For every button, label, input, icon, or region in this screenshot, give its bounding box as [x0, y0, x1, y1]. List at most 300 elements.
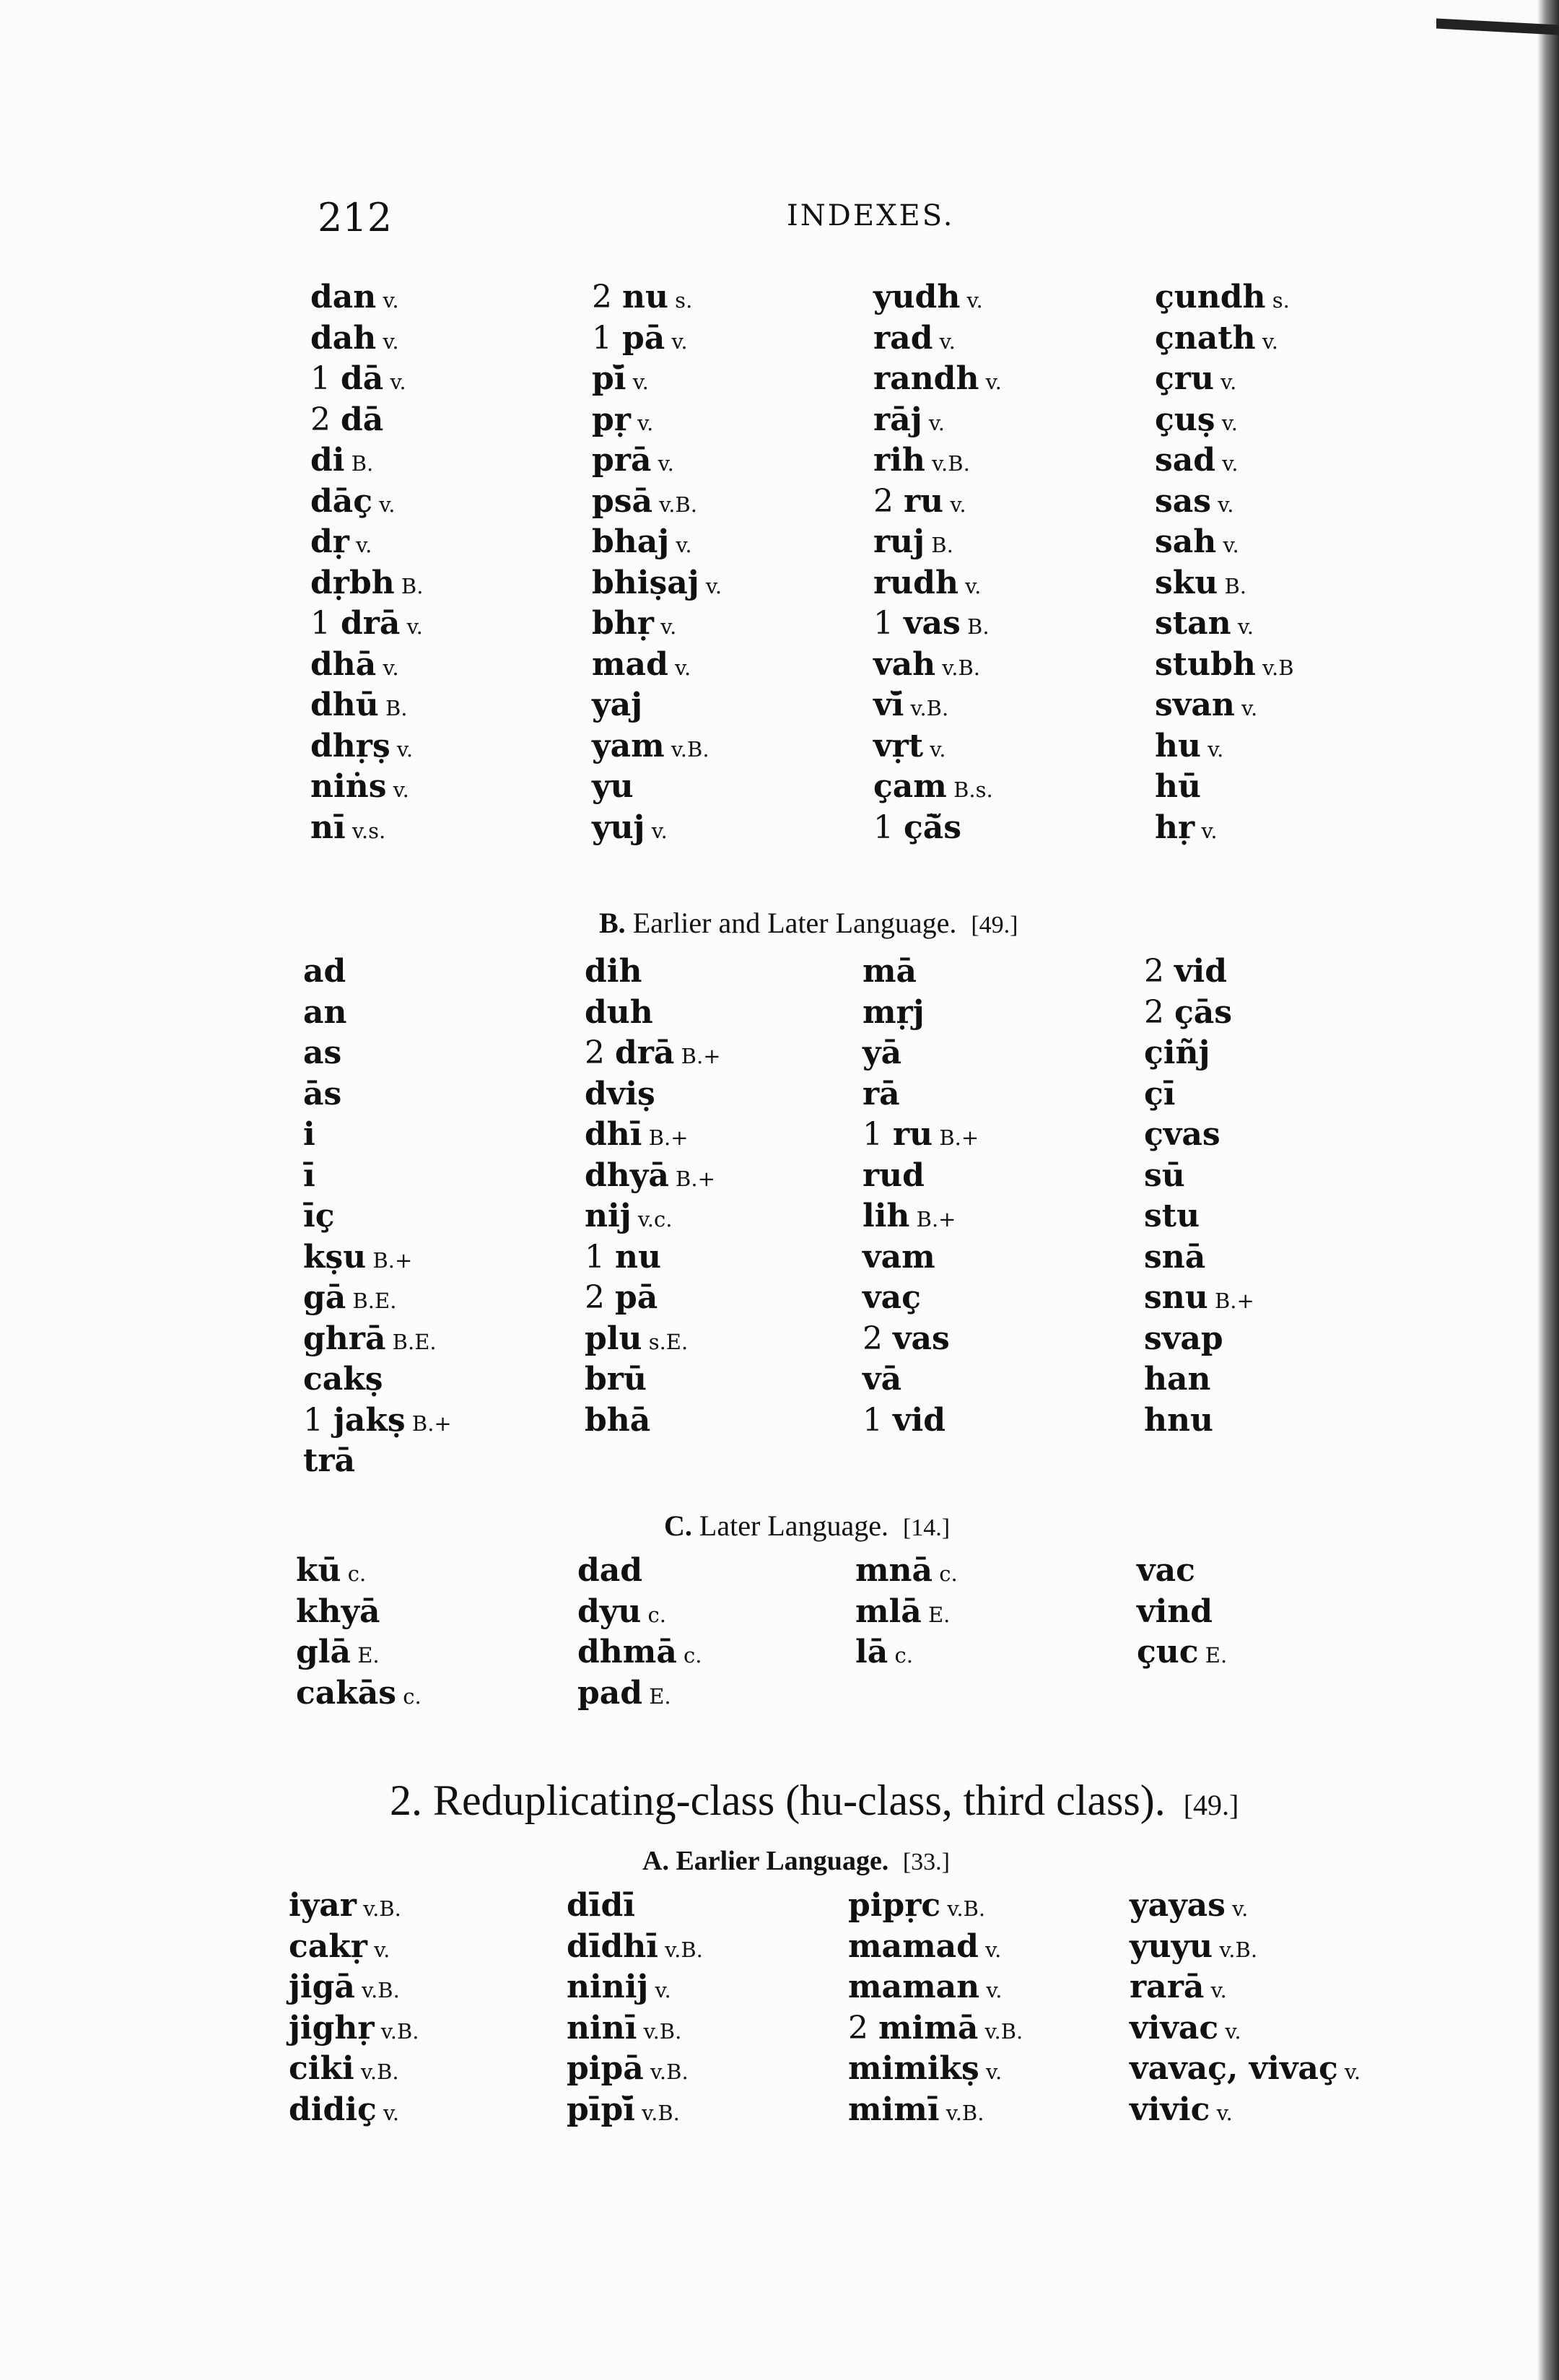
section-2-count: [49.] [1183, 1789, 1239, 1821]
index-entry [310, 726, 423, 767]
entry-root: gā [303, 1279, 346, 1316]
entry-number: 1 [310, 605, 341, 642]
entry-number: 2 [592, 279, 622, 315]
index-entry [1155, 440, 1294, 481]
entry-source-tag: v.B. [643, 2059, 689, 2084]
entry-root: mṛj [863, 993, 925, 1031]
index-entry [303, 1359, 452, 1400]
entry-root: ruj [873, 523, 925, 560]
section-c-heading [664, 1509, 950, 1543]
index-entry [310, 563, 423, 604]
section-c-label: Later Language. [699, 1509, 888, 1542]
index-entry [592, 603, 722, 645]
index-entry [1144, 1237, 1254, 1278]
entry-root: vivic [1130, 2091, 1210, 2128]
index-entry [303, 1278, 452, 1319]
entry-source-tag: v. [668, 655, 691, 680]
entry-source-tag: v. [922, 410, 946, 435]
index-entry [310, 318, 423, 359]
entry-root: mad [592, 645, 668, 683]
index-entry [1144, 1400, 1254, 1442]
entry-source-tag: v. [349, 533, 372, 557]
index-entry [873, 440, 1002, 481]
entry-root: dih [585, 953, 642, 990]
index-entry [303, 1441, 452, 1482]
entry-source-tag: v. [979, 2059, 1003, 2084]
entry-source-tag: v. [376, 655, 399, 680]
entry-root: mimī [848, 2091, 940, 2128]
index-entry [303, 1196, 452, 1237]
index-entry [585, 1115, 721, 1156]
entry-root: mamad [848, 1927, 979, 1965]
entry-root: bhṛ [592, 605, 654, 642]
index-entry [863, 1196, 979, 1237]
entry-source-tag: v. [669, 533, 692, 557]
entry-root: as [303, 1034, 342, 1071]
entry-root: pī̆ [592, 360, 626, 397]
entry-root: çī [1144, 1075, 1176, 1112]
entry-root: sas [1155, 482, 1212, 520]
index-entry [592, 645, 722, 686]
entry-root: mā [863, 953, 917, 990]
entry-number: 1 [863, 1116, 893, 1153]
entry-root: pīpī̆ [567, 2091, 635, 2128]
index-entry [1144, 1156, 1254, 1197]
entry-root: dyu [577, 1592, 642, 1630]
entry-source-tag: B.E. [346, 1289, 397, 1313]
index-entry [585, 1033, 721, 1074]
entry-root: cakṣ [303, 1361, 383, 1398]
entry-root: pṛ [592, 401, 631, 438]
index-entry [873, 767, 1002, 808]
entry-source-tag: v. [1231, 614, 1254, 639]
entry-root: çuṣ [1155, 401, 1215, 438]
entry-source-tag: E. [921, 1602, 951, 1627]
entry-source-tag: B. [394, 573, 424, 598]
index-entry [873, 808, 1002, 849]
entry-root: ghrā [303, 1320, 386, 1357]
entry-source-tag: B. [925, 533, 953, 557]
entry-root: vas [903, 605, 961, 642]
index-entry [1144, 1033, 1254, 1074]
running-title: INDEXES. [787, 199, 955, 232]
entry-number: 1 [863, 1401, 893, 1439]
index-entry [1155, 645, 1294, 686]
page-number: 212 [318, 195, 393, 240]
index-entry [289, 2008, 419, 2049]
entry-root: yā [863, 1034, 902, 1071]
entry-source-tag: v. [933, 328, 956, 354]
entry-root: çvas [1144, 1116, 1220, 1153]
index-entry [1130, 1886, 1361, 1927]
index-column [1137, 1551, 1227, 1673]
entry-root: ru [892, 1116, 933, 1153]
index-entry [1137, 1592, 1227, 1633]
entry-root: yu [592, 768, 634, 805]
entry-root: çam [873, 768, 947, 805]
index-entry [873, 603, 1002, 645]
entry-source-tag: v.B. [637, 2018, 682, 2044]
entry-source-tag: v. [653, 614, 677, 639]
entry-root: han [1144, 1361, 1211, 1398]
entry-root: kṣu [303, 1238, 367, 1276]
entry-source-tag: c. [396, 1683, 422, 1709]
index-entry [296, 1673, 422, 1714]
section-2-number: 2. [390, 1777, 422, 1824]
entry-root: çā̆s [903, 808, 962, 846]
index-entry [855, 1632, 958, 1673]
index-entry [289, 1886, 419, 1927]
entry-source-tag: B. [1218, 573, 1246, 598]
entry-root: çru [1155, 360, 1214, 397]
entry-root: dṛ [310, 523, 349, 560]
entry-root: sū [1144, 1156, 1185, 1194]
index-column [567, 1886, 703, 2130]
index-column [1130, 1886, 1361, 2130]
entry-number: 2 [848, 2009, 878, 2046]
entry-root: rudh [873, 564, 958, 601]
index-entry [873, 522, 1002, 563]
index-entry [289, 2090, 419, 2131]
entry-source-tag: c. [641, 1602, 667, 1627]
index-entry [303, 1319, 452, 1360]
entry-root: psā [592, 482, 653, 520]
index-entry [310, 603, 423, 645]
entry-root: çuc [1137, 1634, 1199, 1670]
index-entry [296, 1551, 422, 1592]
index-column [1155, 277, 1294, 848]
index-entry [585, 1359, 721, 1400]
entry-root: vac [1137, 1552, 1195, 1589]
entry-root: plu [585, 1320, 642, 1357]
index-entry [855, 1592, 958, 1633]
entry-root: dhṛṣ [310, 727, 390, 764]
entry-root: hu [1155, 727, 1201, 764]
index-entry [592, 400, 722, 441]
index-entry [585, 1237, 721, 1278]
index-entry [1144, 1278, 1254, 1319]
entry-number: 2 [1144, 953, 1174, 990]
entry-source-tag: B.+ [909, 1207, 956, 1232]
index-entry [863, 1156, 979, 1197]
entry-number: 2 [863, 1320, 893, 1357]
index-column [1144, 951, 1254, 1441]
entry-root: nij [585, 1198, 632, 1234]
index-entry [873, 400, 1002, 441]
entry-root: vṛt [873, 727, 924, 764]
entry-root: rarā [1130, 1969, 1205, 2005]
section-b-letter: B. [599, 907, 626, 939]
index-entry [310, 277, 423, 318]
entry-source-tag: E. [642, 1683, 671, 1709]
entry-source-tag: v.B. [978, 2018, 1023, 2044]
entry-source-tag: B.E. [385, 1329, 437, 1354]
entry-root: rad [873, 319, 933, 357]
entry-root: dā [340, 360, 384, 397]
entry-source-tag: s. [1265, 288, 1290, 313]
entry-root: snā [1144, 1238, 1206, 1276]
index-entry [848, 2008, 1023, 2049]
scan-binding-edge [1537, 0, 1559, 2380]
index-entry [1155, 277, 1294, 318]
entry-root: khyā [296, 1592, 380, 1630]
entry-source-tag: v. [367, 1937, 390, 1962]
index-column [863, 951, 979, 1441]
entry-source-tag: E. [1198, 1643, 1228, 1668]
entry-root: nu [614, 1238, 661, 1276]
entry-source-tag: B.+ [933, 1125, 979, 1150]
index-entry [873, 481, 1002, 523]
entry-root: jigā [289, 1969, 355, 2005]
index-entry [848, 1967, 1023, 2008]
index-entry [873, 685, 1002, 726]
index-entry [303, 993, 452, 1034]
entry-root: vah [873, 645, 936, 683]
entry-root: kū [296, 1552, 341, 1589]
index-entry [577, 1551, 702, 1592]
entry-source-tag: B.+ [1208, 1289, 1254, 1313]
entry-root: iyar [289, 1887, 357, 1924]
entry-root: stan [1155, 605, 1231, 642]
entry-source-tag: v.B. [354, 2059, 399, 2084]
entry-source-tag: v.B. [658, 1937, 703, 1962]
index-entry [303, 1156, 452, 1197]
entry-source-tag: v.B. [354, 1978, 400, 2002]
entry-source-tag: v. [1210, 2100, 1233, 2125]
entry-root: dṛbh [310, 564, 395, 601]
index-entry [592, 767, 722, 808]
entry-root: svap [1144, 1320, 1223, 1357]
index-entry [310, 481, 423, 523]
entry-root: jakṣ [333, 1401, 406, 1439]
entry-source-tag: v. [1216, 533, 1239, 557]
entry-source-tag: v. [979, 1978, 1003, 2002]
entry-root: ninī [567, 2009, 637, 2046]
entry-source-tag: v.B. [652, 492, 697, 517]
entry-source-tag: v. [630, 410, 654, 435]
entry-root: didiç [289, 2091, 377, 2128]
index-entry [1144, 993, 1254, 1034]
entry-root: vas [892, 1320, 950, 1357]
entry-source-tag: v. [1337, 2059, 1361, 2084]
index-entry [863, 1033, 979, 1074]
index-entry [863, 1319, 979, 1360]
entry-root: ninij [567, 1969, 649, 2005]
index-entry [1144, 1196, 1254, 1237]
entry-root: i [303, 1116, 315, 1153]
index-entry [873, 277, 1002, 318]
entry-root: dviṣ [585, 1075, 655, 1112]
entry-source-tag: c. [341, 1561, 367, 1586]
entry-source-tag: c. [933, 1561, 958, 1586]
entry-root: vavaç, vivaç [1130, 2050, 1338, 2087]
index-entry [585, 1400, 721, 1442]
entry-root: mimā [878, 2009, 979, 2046]
index-entry [848, 2049, 1023, 2090]
entry-root: ī [303, 1156, 315, 1194]
entry-root: mnā [855, 1552, 933, 1589]
entry-root: vam [863, 1238, 935, 1276]
index-entry [1144, 1319, 1254, 1360]
index-entry [585, 1319, 721, 1360]
entry-root: stubh [1155, 645, 1256, 683]
index-entry [289, 1967, 419, 2008]
entry-root: snu [1144, 1279, 1208, 1316]
section-2-title: Reduplicating-class (hu-class, third class). [433, 1777, 1166, 1824]
entry-root: drā [340, 605, 401, 642]
entry-source-tag: v.B. [935, 655, 980, 680]
index-entry [1130, 2008, 1361, 2049]
index-entry [585, 951, 721, 993]
entry-root: vā [863, 1361, 902, 1398]
entry-root: ru [903, 482, 944, 520]
entry-source-tag: v.B. [925, 451, 970, 476]
entry-root: svan [1155, 686, 1235, 723]
entry-source-tag: v. [648, 1978, 671, 2002]
entry-number: 2 [585, 1034, 615, 1071]
index-entry [1137, 1632, 1227, 1673]
section-b-label: Earlier and Later Language. [632, 907, 957, 939]
entry-root: niṅs [310, 768, 387, 805]
index-entry [567, 2090, 703, 2131]
index-entry [1155, 400, 1294, 441]
index-entry [863, 951, 979, 993]
entry-number: 2 [585, 1279, 615, 1316]
entry-source-tag: v.B. [940, 1896, 986, 1921]
entry-root: sah [1155, 523, 1217, 560]
index-entry [592, 440, 722, 481]
index-entry [1155, 481, 1294, 523]
index-entry [310, 440, 423, 481]
index-entry [585, 1196, 721, 1237]
entry-root: mlā [855, 1592, 922, 1630]
entry-root: vid [1174, 953, 1228, 990]
entry-source-tag: v. [651, 451, 674, 476]
entry-number: 2 [1144, 993, 1174, 1031]
entry-root: ās [303, 1075, 342, 1112]
entry-source-tag: v. [943, 492, 966, 517]
entry-source-tag: v. [626, 370, 649, 394]
entry-root: vid [892, 1401, 946, 1439]
index-entry [855, 1551, 958, 1592]
section-2a-heading [642, 1845, 950, 1877]
entry-root: stu [1144, 1198, 1200, 1234]
entry-root: dīdhī [567, 1927, 658, 1965]
entry-source-tag: v. [1255, 328, 1278, 354]
index-column [577, 1551, 702, 1714]
index-entry [1137, 1551, 1227, 1592]
index-column [855, 1551, 958, 1673]
entry-root: çās [1174, 993, 1233, 1031]
index-entry [577, 1592, 702, 1633]
entry-root: pipṛc [848, 1887, 941, 1924]
index-entry [1130, 2049, 1361, 2090]
index-entry [289, 1927, 419, 1968]
index-entry [585, 1074, 721, 1115]
entry-root: brū [585, 1361, 647, 1398]
entry-source-tag: v. [376, 2100, 400, 2125]
entry-source-tag: v. [1218, 2018, 1241, 2044]
entry-root: dad [577, 1552, 643, 1589]
entry-root: duh [585, 993, 653, 1031]
entry-source-tag: v. [386, 777, 409, 802]
index-entry [873, 318, 1002, 359]
entry-root: dīdī [567, 1887, 635, 1924]
entry-number: 1 [592, 319, 622, 357]
entry-source-tag: B.+ [405, 1411, 452, 1436]
entry-root: lih [863, 1198, 910, 1234]
index-entry [863, 1115, 979, 1156]
entry-root: rā [863, 1075, 900, 1112]
index-entry [303, 1115, 452, 1156]
entry-root: dāç [310, 482, 373, 520]
index-entry [1155, 318, 1294, 359]
entry-root: nu [621, 279, 668, 315]
entry-root: pad [577, 1674, 643, 1712]
index-entry [592, 563, 722, 604]
index-entry [567, 2008, 703, 2049]
entry-root: hṛ [1155, 808, 1195, 846]
entry-source-tag: B.+ [668, 1166, 715, 1191]
entry-root: dhyā [585, 1156, 669, 1194]
index-entry [1155, 808, 1294, 849]
entry-source-tag: v. [1200, 736, 1224, 762]
entry-root: vaç [863, 1279, 921, 1316]
entry-root: rih [873, 442, 925, 479]
entry-root: vī̆ [873, 686, 904, 723]
index-column [873, 277, 1002, 848]
index-entry [592, 726, 722, 767]
index-entry [567, 1886, 703, 1927]
index-entry [303, 1074, 452, 1115]
index-entry [863, 993, 979, 1034]
index-entry [585, 1156, 721, 1197]
entry-source-tag: B. [344, 451, 374, 476]
index-entry [873, 563, 1002, 604]
section-c-count: [14.] [902, 1514, 951, 1541]
index-entry [289, 2049, 419, 2090]
section-2a-letter: A. [642, 1846, 669, 1876]
index-entry [1155, 726, 1294, 767]
entry-source-tag: B.s. [946, 777, 993, 802]
entry-source-tag: s. [668, 288, 693, 313]
entry-root: ciki [289, 2050, 354, 2087]
entry-source-tag: v.B. [1213, 1937, 1258, 1962]
index-entry [863, 1074, 979, 1115]
entry-root: dā [340, 401, 384, 438]
index-entry [873, 645, 1002, 686]
index-entry [1130, 2090, 1361, 2131]
entry-source-tag: B. [378, 696, 408, 720]
index-column [303, 951, 452, 1482]
index-entry [310, 359, 423, 400]
index-entry [577, 1632, 702, 1673]
entry-source-tag: v. [376, 288, 399, 313]
entry-root: lā [855, 1634, 888, 1670]
entry-number: 2 [873, 482, 904, 520]
section-2a-count: [33.] [902, 1849, 950, 1875]
entry-source-tag: v. [978, 1937, 1002, 1962]
entry-source-tag: v. [1213, 370, 1237, 394]
index-entry [592, 359, 722, 400]
entry-source-tag: v. [923, 736, 946, 762]
entry-source-tag: v. [645, 818, 668, 843]
entry-root: mimikṣ [848, 2050, 979, 2087]
entry-root: hū [1155, 768, 1201, 805]
section-c-letter: C. [664, 1509, 692, 1542]
index-entry [310, 522, 423, 563]
index-entry [1144, 1115, 1254, 1156]
